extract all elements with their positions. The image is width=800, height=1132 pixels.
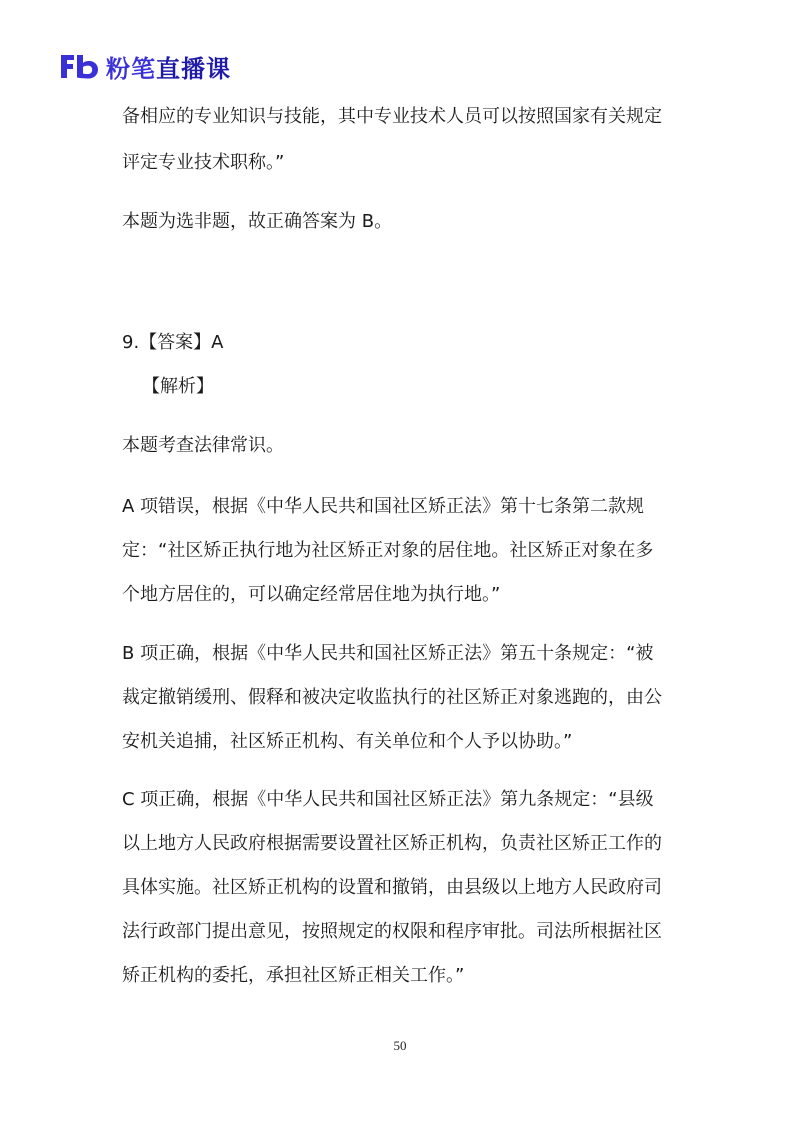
text-line: 本题为选非题，故正确答案为 B。 <box>122 211 393 232</box>
text-line: 以上地方人民政府根据需要设置社区矫正机构，负责社区矫正工作的 <box>122 833 662 854</box>
fenbi-logo-icon <box>58 51 102 81</box>
brand-header <box>58 48 231 84</box>
logo-text: Fb <box>58 51 60 52</box>
text-line: B 项正确，根据《中华人民共和国社区矫正法》第五十条规定：“被 <box>122 643 654 664</box>
brand-name <box>106 49 231 84</box>
answer-heading: 9.【答案】A <box>122 332 224 353</box>
text-line: 备相应的专业知识与技能，其中专业技术人员可以按照国家有关规定 <box>122 106 662 127</box>
text-line: 评定专业技术职称。” <box>122 152 285 173</box>
text-line: A 项错误，根据《中华人民共和国社区矫正法》第十七条第二款规 <box>122 496 645 517</box>
text-line: 矫正机构的委托，承担社区矫正相关工作。” <box>122 965 465 986</box>
page-number: 50 <box>393 1038 407 1053</box>
text-line: 安机关追捕，社区矫正机构、有关单位和个人予以协助。” <box>122 731 573 752</box>
text-line: 本题考查法律常识。 <box>122 435 284 456</box>
brand-name-part1: 粉笔 <box>106 54 156 83</box>
text-line: 法行政部门提出意见，按照规定的权限和程序审批。司法所根据社区 <box>122 921 662 942</box>
brand-name-part2: 直播课 <box>156 54 231 83</box>
text-line: 定：“社区矫正执行地为社区矫正对象的居住地。社区矫正对象在多 <box>122 540 654 561</box>
text-line: C 项正确，根据《中华人民共和国社区矫正法》第九条规定：“县级 <box>122 789 654 810</box>
text-line: 个地方居住的，可以确定经常居住地为执行地。” <box>122 584 501 605</box>
text-line: 裁定撤销缓刑、假释和被决定收监执行的社区矫正对象逃跑的，由公 <box>122 687 662 708</box>
analysis-heading: 【解析】 <box>142 376 214 397</box>
text-line: 具体实施。社区矫正机构的设置和撤销，由县级以上地方人民政府司 <box>122 877 662 898</box>
